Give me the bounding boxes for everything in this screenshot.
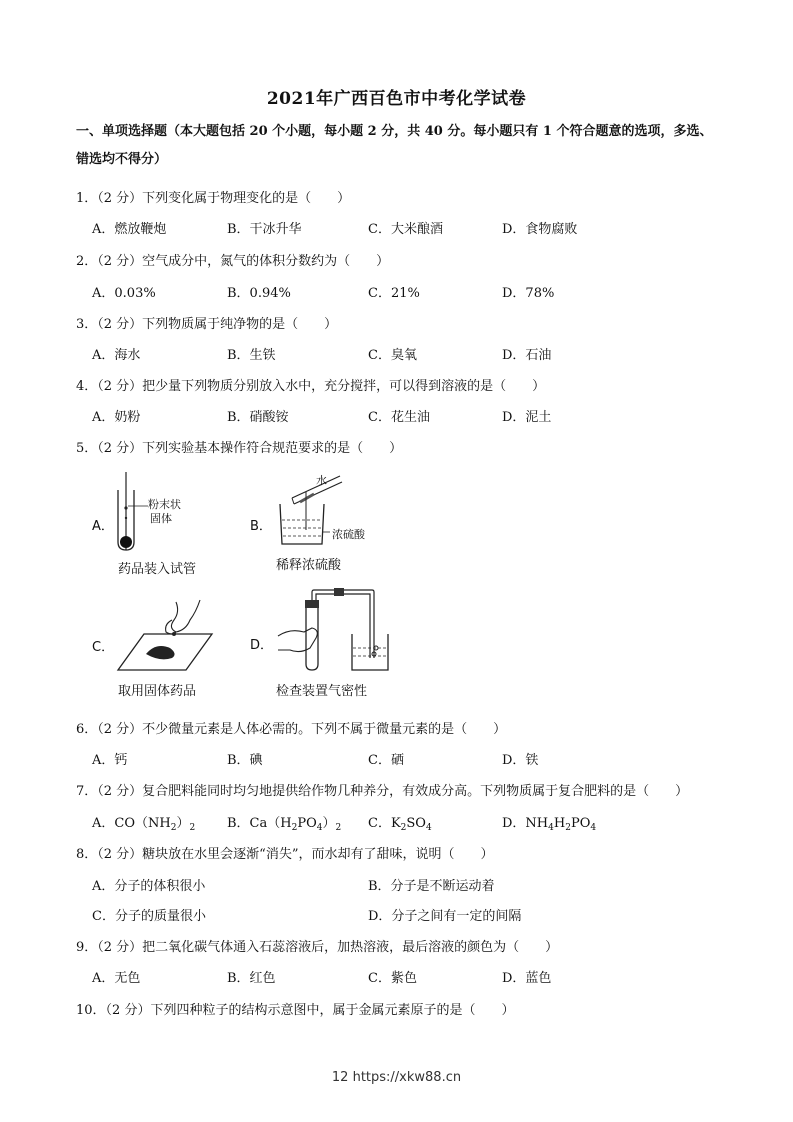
figure-c-letter: C． (92, 640, 115, 655)
option-d: D．石油 (502, 348, 552, 363)
figure-b-label-acid: 浓硫酸 (332, 528, 365, 541)
option-a: A．0.03% (92, 286, 156, 301)
option-c: C．臭氧 (368, 348, 417, 363)
figure-a-label-1: 粉末状 (148, 498, 181, 511)
option-c: C．分子的质量很小 (92, 909, 206, 924)
question-8-options-row1 (92, 875, 732, 895)
option-a: A．钙 (92, 753, 128, 768)
option-a: A．燃放鞭炮 (92, 222, 167, 237)
question-7-options (92, 812, 732, 832)
question-10: 10．（2 分）下列四种粒子的结构示意图中，属于金属元素原子的是（ ） (76, 1003, 515, 1018)
figure-d-caption: 检查装置气密性 (276, 684, 368, 699)
question-2-options (92, 282, 732, 302)
question-5: 5．（2 分）下列实验基本操作符合规范要求的是（ ） (76, 441, 403, 456)
question-4: 4．（2 分）把少量下列物质分别放入水中，充分搅拌，可以得到溶液的是（ ） (76, 379, 546, 394)
option-b: B．分子是不断运动着 (368, 879, 495, 894)
figure-c-caption: 取用固体药品 (118, 684, 197, 699)
option-d: D．食物腐败 (502, 222, 578, 237)
question-2: 2．（2 分）空气成分中，氮气的体积分数约为（ ） (76, 254, 390, 269)
option-b: B．0.94% (227, 286, 291, 301)
option-a: A．分子的体积很小 (92, 879, 206, 894)
option-d: D．蓝色 (502, 971, 552, 986)
question-9-options (92, 967, 732, 987)
option-d: D．$NH_4H_2PO_4$ (502, 816, 597, 833)
question-3-options (92, 344, 732, 364)
figure-d-letter: D． (250, 638, 274, 653)
question-7: 7．（2 分）复合肥料能同时均匀地提供给作物几种养分，有效成分高。下列物质属于复合肥料的是（ ） (76, 784, 689, 799)
figure-a-label-2: 固体 (150, 512, 172, 525)
option-b: B．$Ca(H_2PO_4)_2$ (227, 816, 342, 833)
option-b: B．红色 (227, 971, 276, 986)
page-footer: 12 https://xkw88.cn (331, 1070, 462, 1085)
option-d: D．铁 (502, 753, 539, 768)
option-b: B．生铁 (227, 348, 276, 363)
option-a: A．无色 (92, 971, 141, 986)
question-3: 3．（2 分）下列物质属于纯净物的是（ ） (76, 317, 338, 332)
section-heading (76, 118, 726, 174)
option-a: A．$CO(NH_2)_2$ (92, 816, 196, 833)
figure-b-label-water: 水 (316, 474, 327, 487)
option-b: B．碘 (227, 753, 263, 768)
option-a: A．海水 (92, 348, 141, 363)
figure-a-caption: 药品装入试管 (118, 562, 197, 577)
figure-d-apparatus (276, 588, 392, 674)
section-heading-line2: 错选均不得分） (76, 152, 168, 167)
question-8: 8．（2 分）糖块放在水里会逐渐“消失”，而水却有了甜味，说明（ ） (76, 847, 494, 862)
question-6: 6．（2 分）不少微量元素是人体必需的。下列不属于微量元素的是（ ） (76, 722, 507, 737)
option-d: D．分子之间有一定的间隔 (368, 909, 522, 924)
option-b: B．硝酸铵 (227, 410, 289, 425)
option-c: C．大米酿酒 (368, 222, 443, 237)
option-c: C．紫色 (368, 971, 417, 986)
question-9: 9．（2 分）把二氧化碳气体通入石蕊溶液后，加热溶液，最后溶液的颜色为（ ） (76, 940, 559, 955)
option-d: D．78% (502, 286, 555, 301)
question-6-options (92, 749, 732, 769)
option-c: C．$K_2SO_4$ (368, 816, 432, 833)
figure-c-hand-paper (116, 598, 216, 674)
option-c: C．花生油 (368, 410, 430, 425)
question-8-options-row2 (92, 905, 732, 925)
option-b: B．干冰升华 (227, 222, 302, 237)
question-4-options (92, 406, 732, 426)
option-a: A．奶粉 (92, 410, 141, 425)
section-heading-line1: 一、单项选择题（本大题包括 20 个小题，每小题 2 分，共 40 分。每小题只有 1 个符合题意的选项，多选、 (76, 124, 713, 139)
figure-b-caption: 稀释浓硫酸 (276, 558, 342, 573)
question-1: 1．（2 分）下列变化属于物理变化的是（ ） (76, 191, 351, 206)
option-c: C．硒 (368, 753, 404, 768)
question-1-options (92, 218, 732, 238)
figure-a-letter: A． (92, 519, 114, 534)
figure-b-letter: B． (250, 519, 272, 534)
page-title: 2021年广西百色市中考化学试卷 (266, 89, 527, 109)
option-d: D．泥土 (502, 410, 552, 425)
option-c: C．21% (368, 286, 420, 301)
